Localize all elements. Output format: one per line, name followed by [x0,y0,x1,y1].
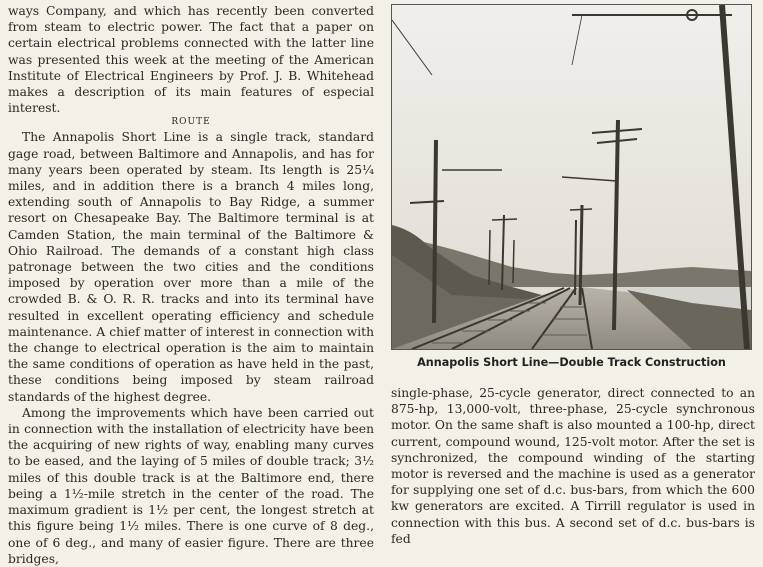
track-photograph [391,4,752,350]
route-heading: ROUTE [171,117,211,128]
intro-paragraph: ways Company, and which has recently been converted from steam to electric power. The fact that a paper on certain electrical problems connected with the latter line was presented this week at the meeting of the American Institute of Electrical Engineers by Prof. J. B. Whitehead makes a description of its main features of especial interest. [8,4,374,116]
route-paragraph: The Annapolis Short Line is a single track, standard gage road, between Baltimore and Annapolis, and has for many years been operated by steam. Its length is 25¼ miles, and in addition there is a branch 4 miles long, extending south of Annapolis to Bay Ridge, a summer resort on Chesapeake Bay. The Baltimore terminal is at Camden Station, the main terminal of the Baltimore & Ohio Railroad. The demands of a constant high class patronage between the two cities and the conditions imposed by operation over more than a mile of the crowded B. & O. R. R. tracks and into its terminal have resulted in excellent operating efficiency and schedule maintenance. A chief matter of interest in connection with the change to electrical operation is the aim to maintain the same conditions of operation as have held in the past, these conditions being imposed by steam railroad standards of the highest degree. [8,130,374,404]
right-paragraph: single-phase, 25-cycle generator, direct connected to an 875-hp, 13,000-volt, three-phase, 25-cycle synchronous motor. On the same shaft is also mounted a 100-hp, direct current, compound wound, 125-volt motor. After the set is synchronized, the compound winding of the starting motor is reversed and the machine is used as a generator for supplying one set of d.c. bus-bars, from which the 600 kw generators are excited. A Tirrill regulator is used in connection with this bus. A second set of d.c. bus-bars is fed [391,386,755,546]
figure-caption: Annapolis Short Line—Double Track Construction [417,356,726,369]
photo-illustration [392,5,751,349]
right-text-column [391,385,755,547]
left-text-column [8,3,374,567]
improvements-paragraph: Among the improvements which have been carried out in connection with the installation of electricity have been the acquiring of new rights of way, enabling many curves to be eased, and the laying of 5 miles of double track; 3½ miles of this double track is at the Baltimore end, there being a 1½-mile stretch in the center of the road. The maximum gradient is 1½ per cent, the longest stretch at this figure being 1½ miles. There is one curve of 8 deg., one of 6 deg., and many of easier figure. There are three bridges, [8,405,374,566]
